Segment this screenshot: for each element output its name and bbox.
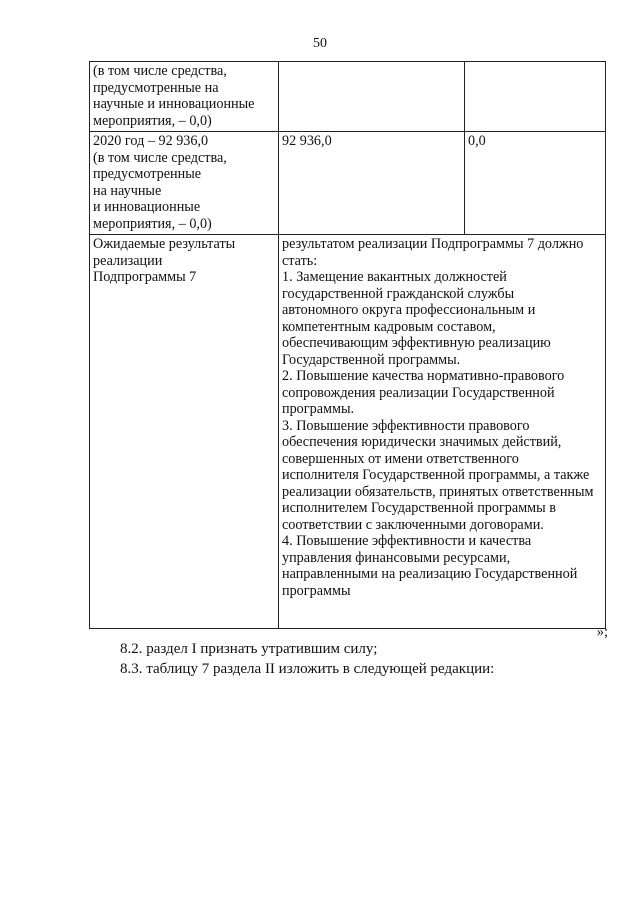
paragraph-8-2: 8.2. раздел I признать утратившим силу; [120,641,378,657]
paragraph-8-3: 8.3. таблицу 7 раздела II изложить в следующей редакции: [120,661,495,677]
table-row-2020 [90,132,606,235]
cell-results-label: Ожидаемые результаты реализации Подпрограммы 7 [90,235,279,629]
table-row-expected-results [90,235,606,629]
closing-quote: »; [596,624,608,640]
page-number: 50 [313,36,327,51]
result-item-3: 3. Повышение эффективности правового обеспечения юридически значимых действий, совершенных от имени ответственного исполнителя Государственной программы, а также реализации обязательств, принятых ответственным исполнителем Государственной программы в соответствии с заключенными договорами. [282,417,594,533]
result-item-4: 4. Повышение эффективности и качества управления финансовыми ресурсами, направленными на реализацию Государственной программы [282,533,578,599]
table-row-continuation [90,62,606,132]
result-item-1: 1. Замещение вакантных должностей государственной гражданской службы автономного округа профессиональным и компетентным кадровым составом, обеспечивающим эффективную реализацию Государственной программы. [282,269,551,368]
cell-results-content [279,235,606,629]
passport-table [89,61,606,629]
cell-total-empty [279,62,465,132]
results-intro: результатом реализации Подпрограммы 7 должно стать: [282,236,584,269]
result-item-2: 2. Повышение качества нормативно-правового сопровождения реализации Государственной программы. [282,368,565,417]
cell-total-2020: 92 936,0 [279,132,465,235]
cell-year-2020: 2020 год – 92 936,0 (в том числе средства, предусмотренные на научные и инновационные мероприятия, – 0,0) [90,132,279,235]
cell-science-empty [465,62,606,132]
cell-funding-note: (в том числе средства, предусмотренные на научные и инновационные мероприятия, – 0,0) [90,62,279,132]
cell-science-2020: 0,0 [465,132,606,235]
